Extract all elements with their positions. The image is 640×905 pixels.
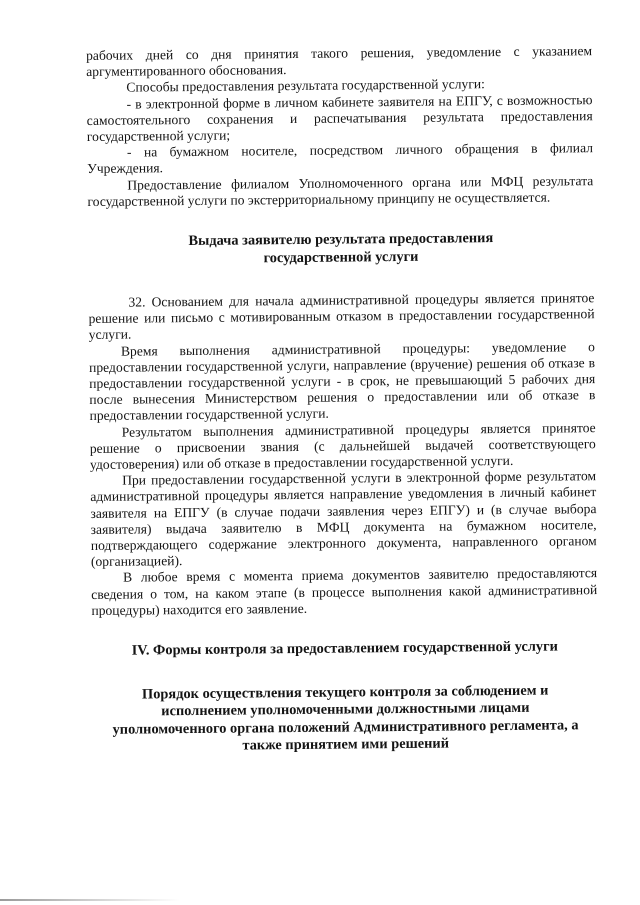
scan-edge-mark xyxy=(0,899,180,901)
paragraph-status-info: В любое время с момента приема документов заявителю предоставляются сведения о том, на каком этапе (в процессе выполнения какой административной процедуры) находится его заявление. xyxy=(91,565,598,618)
paragraph-result-methods: Способы предоставления результата государственной услуги: xyxy=(126,76,485,96)
list-item-electronic: - в электронной форме в личном кабинете заявителя на ЕПГУ, с возможностью самостоятельного сохранения и распечатывания результата предоставления государственной услуги; xyxy=(86,91,593,145)
subsection-title-line-3: уполномоченного органа положений Административного регламента, а xyxy=(112,716,579,738)
document-page xyxy=(86,43,600,898)
subsection-title-control xyxy=(92,682,599,757)
paragraph-continuation: рабочих дней со дня принятия такого решения, уведомление с указанием аргументированного обоснования. xyxy=(86,43,593,80)
subsection-title-line-4: также принятием ими решений xyxy=(242,735,450,754)
paragraph-32-basis: 32. Основанием для начала административной процедуры является принятое решение или письмо с мотивированным отказом в предоставлении государственной услуги. xyxy=(88,290,595,343)
heading-issue-line-2: государственной услуги xyxy=(263,248,419,266)
section-title-iv: IV. Формы контроля за предоставлением государственной услуги xyxy=(131,638,558,659)
list-item-paper: - на бумажном носителе, посредством личного обращения в филиал Учреждения. xyxy=(87,140,594,177)
paragraph-procedure-time: Время выполнения административной процедуры: уведомление о предоставлении государственной услуги, направление (вручение) решения об отказе в предоставлении государственной услуги - в срок, не превышающий 5 рабочих дня после вынесения Министерством решения о предоставлении или об отказе в предоставлении государственной услуги. xyxy=(88,338,596,424)
subsection-title-line-1: Порядок осуществления текущего контроля за соблюдением и xyxy=(141,682,549,703)
paragraph-procedure-result: Результатом выполнения административной процедуры является принятое решение о присвоении звания (с дальнейшей выдачей соответствующего удостоверения) или об отказе в предоставлении государственной услуги. xyxy=(89,419,596,473)
heading-issue-line-1: Выдача заявителю результата предоставления xyxy=(188,230,494,250)
paragraph-extraterritorial: Предоставление филиалом Уполномоченного органа или МФЦ результата государственной услуги по экстерриториальному принципу не осуществляется. xyxy=(87,172,594,209)
subsection-title-line-2: исполнением уполномоченными должностными лицами xyxy=(161,699,530,720)
paragraph-electronic-result: При предоставлении государственной услуги в электронной форме результатом административной процедуры является направление уведомления в личный кабинет заявителя на ЕПГУ (в случае подачи заявления через ЕПГУ) и (в случае выбора заявителя) выдача заявителю в МФЦ документа на бумажном носителе, подтверждающего содержание электронного документа, направленного органом (организацией). xyxy=(90,468,597,570)
heading-issue-result xyxy=(88,229,594,269)
